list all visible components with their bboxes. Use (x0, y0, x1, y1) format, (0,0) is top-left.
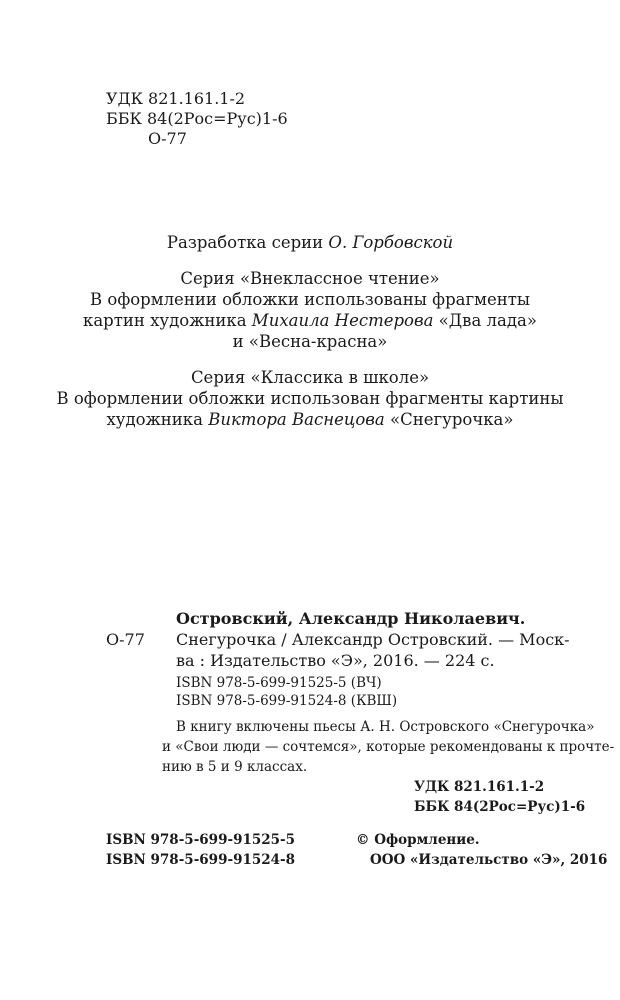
series2-cover-note: В оформлении обложки использован фрагменты картины (56, 389, 564, 408)
series2-artist-name: Виктора Васнецова (208, 410, 385, 429)
catalog-title-line1: Снегурочка / Александр Островский. — Моск- (176, 630, 570, 649)
series-developer-name: О. Горбовской (328, 233, 454, 252)
series2-artist-line (0, 409, 620, 431)
series-development-prefix: Разработка серии (166, 233, 329, 252)
catalog-udk: УДК 821.161.1-2 (414, 779, 545, 795)
series-development (0, 232, 620, 254)
series1-cover-note: В оформлении обложки использованы фрагменты (90, 290, 530, 309)
footer-copyright-design: © Оформление. (356, 832, 480, 848)
series1-artist-name: Михаила Нестерова (251, 311, 434, 330)
series1-title: Серия «Внеклассное чтение» (180, 269, 440, 288)
series1-artwork: «Два лада» (433, 311, 537, 330)
footer-isbn2: ISBN 978-5-699-91524-8 (106, 852, 296, 868)
series2-title: Серия «Классика в школе» (190, 368, 430, 387)
catalog-annotation-line2: и «Свои люди — сочтемся», которые рекомендованы к прочте- (162, 739, 615, 755)
bbk-code: ББК 84(2Рос=Рус)1-6 (106, 109, 288, 128)
udk-code: УДК 821.161.1-2 (106, 89, 246, 108)
catalog-mark: О-77 (106, 630, 145, 649)
footer-copyright-publisher: ООО «Издательство «Э», 2016 (370, 852, 608, 868)
author-mark: О-77 (148, 129, 187, 148)
catalog-annotation-line1: В книгу включены пьесы А. Н. Островского «Снегурочка» (176, 719, 595, 735)
catalog-title-line2: ва : Издательство «Э», 2016. — 224 с. (176, 651, 495, 670)
series2-artist-prefix: художника (106, 410, 209, 429)
series1-artist-line (0, 310, 620, 332)
catalog-author: Островский, Александр Николаевич. (176, 609, 526, 628)
catalog-annotation-line3: нию в 5 и 9 классах. (162, 759, 308, 775)
catalog-isbn1: ISBN 978-5-699-91525-5 (ВЧ) (176, 675, 382, 691)
footer-isbn1: ISBN 978-5-699-91525-5 (106, 832, 296, 848)
catalog-bbk: ББК 84(2Рос=Рус)1-6 (414, 799, 586, 815)
series1-artist-prefix: картин художника (83, 311, 252, 330)
series1-artwork2: и «Весна-красна» (232, 332, 388, 351)
catalog-isbn2: ISBN 978-5-699-91524-8 (КВШ) (176, 693, 398, 709)
series2-artwork: «Снегурочка» (384, 410, 514, 429)
